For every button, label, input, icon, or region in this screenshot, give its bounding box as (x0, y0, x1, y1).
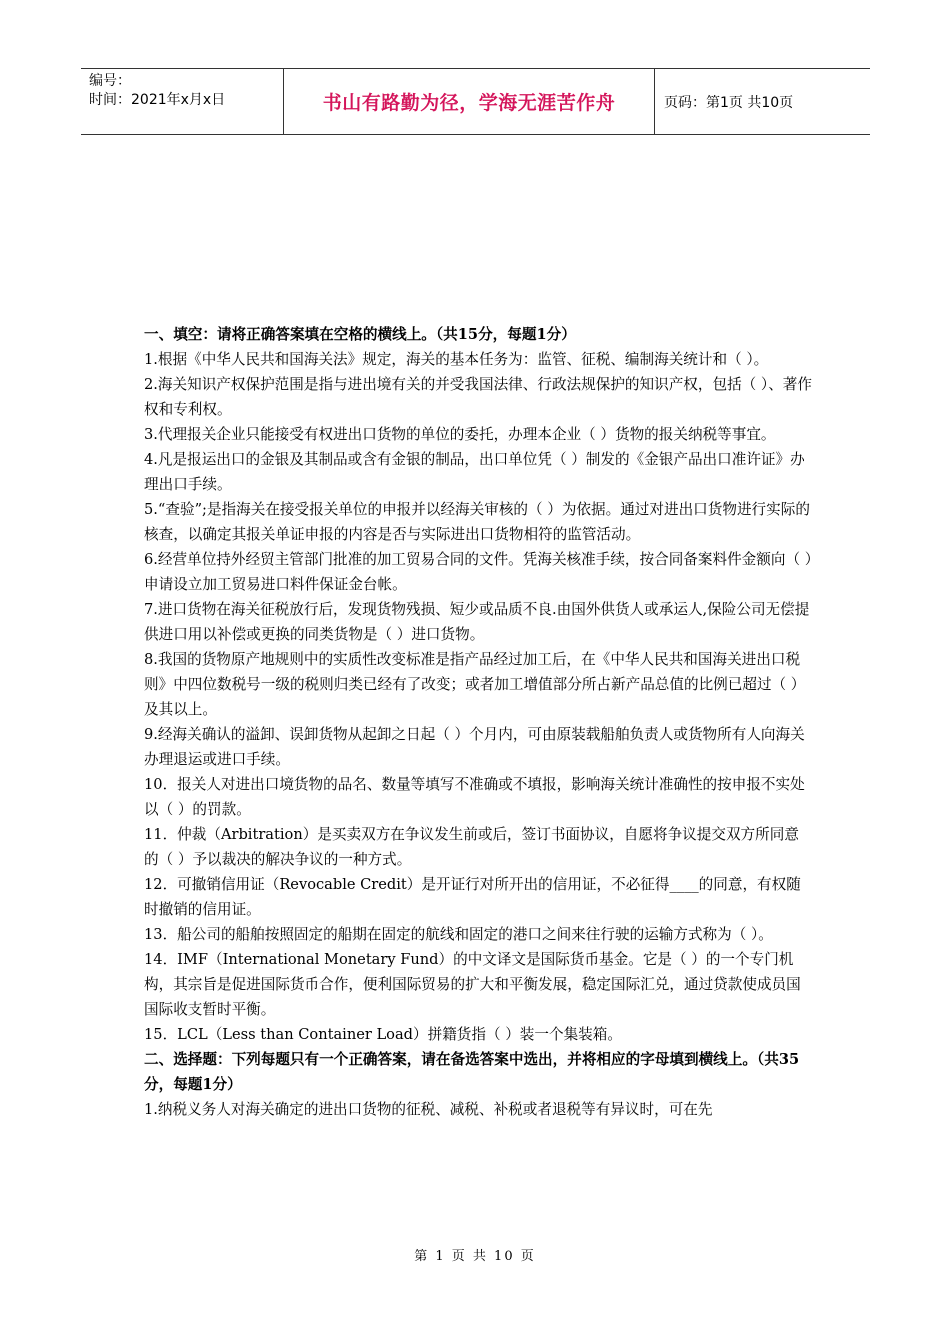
question-item: 11．仲裁（Arbitration）是买卖双方在争议发生前或后，签订书面协议，自愿将争议提交双方所同意的（ ）予以裁决的解决争议的一种方式。 (144, 826, 799, 868)
question-item: 2.海关知识产权保护范围是指与进出境有关的并受我国法律、行政法规保护的知识产权，包括（ ）、著作权和专利权。 (144, 376, 812, 418)
question-item: 4.凡是报运出口的金银及其制品或含有金银的制品，出口单位凭（ ）制发的《金银产品出口准许证》办理出口手续。 (144, 451, 805, 493)
number-label: 编号： (89, 73, 131, 89)
section2-heading: 二、选择题：下列每题只有一个正确答案，请在备选答案中选出，并将相应的字母填到横线上。（共35分，每题1分） (144, 1051, 800, 1093)
question-item: 13．船公司的船舶按照固定的船期在固定的航线和固定的港口之间来往行驶的运输方式称为（ ）。 (144, 926, 773, 943)
header-motto: 书山有路勤为径，学海无涯苦作舟 (283, 69, 655, 134)
question-item: 5.“查验”;是指海关在接受报关单位的申报并以经海关审核的（ ）为依据。通过对进出口货物进行实际的核查，以确定其报关单证申报的内容是否与实际进出口货物相符的监管活动。 (144, 501, 810, 543)
question-item: 8.我国的货物原产地规则中的实质性改变标准是指产品经过加工后，在《中华人民共和国海关进出口税则》中四位数税号一级的税则归类已经有了改变；或者加工增值部分所占新产品总值的比例已超过（ ）及其以上。 (144, 651, 806, 718)
question-item: 7.进口货物在海关征税放行后，发现货物残损、短少或品质不良.由国外供货人或承运人,保险公司无偿提供进口用以补偿或更换的同类货物是（ ）进口货物。 (144, 601, 810, 643)
header-page-label: 页码：第1页 共10页 (664, 94, 794, 111)
question-item: 3.代理报关企业只能接受有权进出口货物的单位的委托，办理本企业（ ）货物的报关纳税等事宜。 (144, 426, 776, 443)
question-item: 14．IMF（International Monetary Fund）的中文译文是国际货币基金。它是（ ）的一个专门机构，其宗旨是促进国际货币合作，便利国际贸易的扩大和平衡发展，稳定国际汇兑，通过贷款使成员国国际收支暂时平衡。 (144, 951, 801, 1018)
header-meta (81, 69, 283, 134)
time-label: 时间：2021年x月x日 (89, 92, 226, 108)
question-item: 6.经营单位持外经贸主管部门批准的加工贸易合同的文件。凭海关核准手续，按合同备案料件金额向（ ）申请设立加工贸易进口料件保证金台帐。 (144, 551, 812, 593)
question-item: 12．可撤销信用证（Revocable Credit）是开证行对所开出的信用证，不必征得____的同意，有权随时撤销的信用证。 (144, 876, 801, 918)
question-item: 1.纳税义务人对海关确定的进出口货物的征税、减税、补税或者退税等有异议时，可在先 (144, 1101, 713, 1118)
question-item: 15．LCL（Less than Container Load）拼籍货指（ ）装一个集装箱。 (144, 1026, 622, 1043)
question-item: 1.根据《中华人民共和国海关法》规定，海关的基本任务为：监管、征税、编制海关统计和（ ）。 (144, 351, 769, 368)
question-item: 9.经海关确认的溢卸、误卸货物从起卸之日起（ ）个月内，可由原装载船舶负责人或货物所有人向海关办理退运或进口手续。 (144, 726, 805, 768)
document-body (144, 322, 812, 1122)
page-footer: 第 1 页 共 10 页 (414, 1249, 536, 1264)
document-header (81, 68, 870, 135)
section1-heading: 一、填空：请将正确答案填在空格的横线上。（共15分，每题1分） (144, 326, 576, 343)
question-item: 10．报关人对进出口境货物的品名、数量等填写不准确或不填报，影响海关统计准确性的按申报不实处以（ ）的罚款。 (144, 776, 805, 818)
